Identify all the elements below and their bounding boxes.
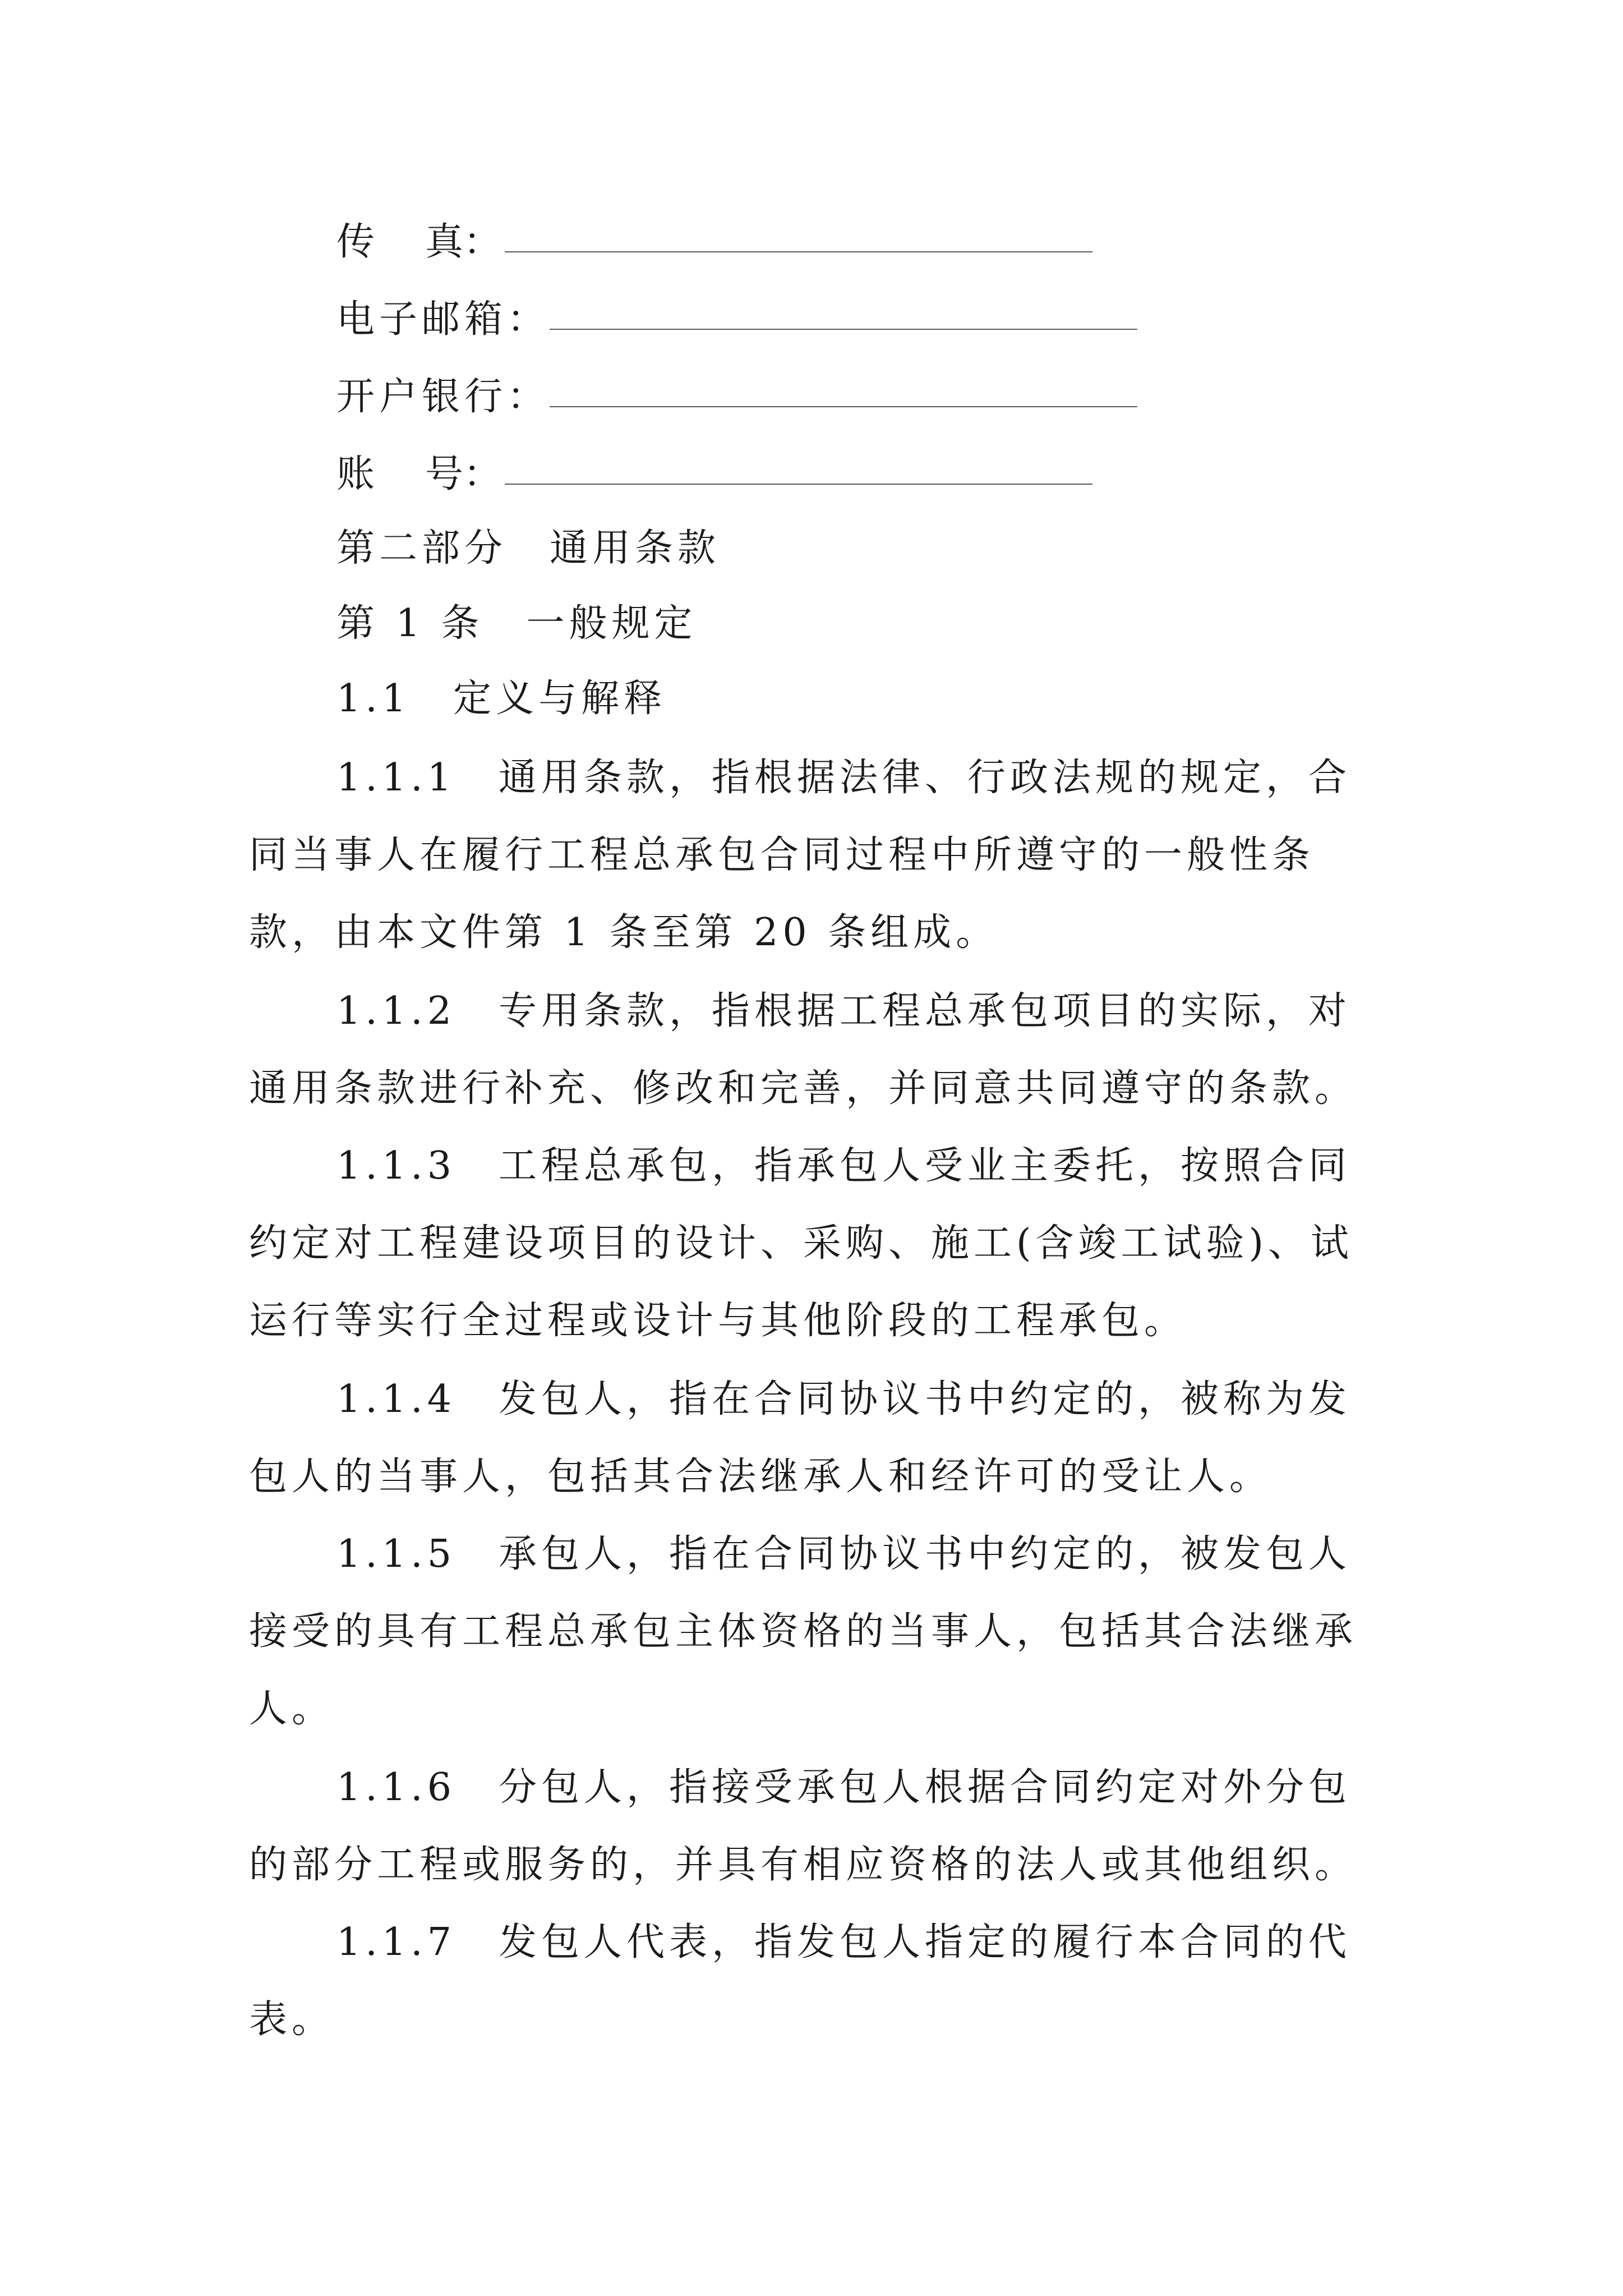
clause-1-1-3-line-2: 约定对工程建设项目的设计、采购、施工(含竣工试验)、试 xyxy=(249,1221,1354,1266)
clause-1-1-4-line-2: 包人的当事人，包括其合法继承人和经许可的受让人。 xyxy=(249,1455,1272,1499)
clause-1-1-6-line-1: 1.1.6 分包人，指接受承包人根据合同约定对外分包 xyxy=(336,1765,1352,1810)
fax-label-char1: 传 xyxy=(336,220,375,264)
fax-label xyxy=(336,214,501,270)
clause-1-1-7-line-1: 1.1.7 发包人代表，指发包人指定的履行本合同的代 xyxy=(336,1920,1352,1964)
clause-1-1-5-line-1: 1.1.5 承包人，指在合同协议书中约定的，被发包人 xyxy=(336,1532,1352,1576)
clause-1-1-6-line-2: 的部分工程或服务的，并具有相应资格的法人或其他组织。 xyxy=(249,1843,1358,1887)
account-label xyxy=(336,447,501,503)
clause-1-1-3-line-3: 运行等实行全过程或设计与其他阶段的工程承包。 xyxy=(249,1299,1187,1343)
fax-label-char2: 真 xyxy=(425,220,464,264)
account-label-char1: 账 xyxy=(336,452,375,496)
article-heading: 第 1 条 一般规定 xyxy=(336,601,697,646)
fax-blank-line[interactable] xyxy=(505,251,1092,252)
section-heading: 1.1 定义与解释 xyxy=(336,677,667,721)
part-heading: 第二部分 通用条款 xyxy=(336,526,721,570)
clause-1-1-5-line-2: 接受的具有工程总承包主体资格的当事人，包括其合法继承 xyxy=(249,1609,1358,1654)
email-label: 电子邮箱： xyxy=(336,297,550,342)
clause-1-1-7-line-2: 表。 xyxy=(249,1998,335,2042)
clause-1-1-4-line-1: 1.1.4 发包人，指在合同协议书中约定的，被称为发 xyxy=(336,1377,1352,1421)
email-blank-line[interactable] xyxy=(550,329,1137,330)
clause-1-1-1-line-3: 款，由本文件第 1 条至第 20 条组成。 xyxy=(249,910,999,955)
clause-1-1-5-line-3: 人。 xyxy=(249,1687,335,1731)
clause-1-1-1-line-2: 同当事人在履行工程总承包合同过程中所遵守的一般性条 xyxy=(249,833,1315,877)
clause-1-1-2-line-2: 通用条款进行补充、修改和完善，并同意共同遵守的条款。 xyxy=(249,1066,1358,1111)
account-blank-line[interactable] xyxy=(505,484,1092,485)
bank-blank-line[interactable] xyxy=(550,406,1137,407)
account-label-colon: ： xyxy=(463,452,502,496)
clause-1-1-2-line-1: 1.1.2 专用条款，指根据工程总承包项目的实际，对 xyxy=(336,989,1352,1033)
clause-1-1-1-line-1: 1.1.1 通用条款，指根据法律、行政法规的规定，合 xyxy=(336,756,1352,800)
fax-label-colon: ： xyxy=(463,220,502,264)
account-label-char2: 号 xyxy=(425,452,464,496)
bank-label: 开户银行： xyxy=(336,375,550,419)
clause-1-1-3-line-1: 1.1.3 工程总承包，指承包人受业主委托，按照合同 xyxy=(336,1144,1352,1188)
